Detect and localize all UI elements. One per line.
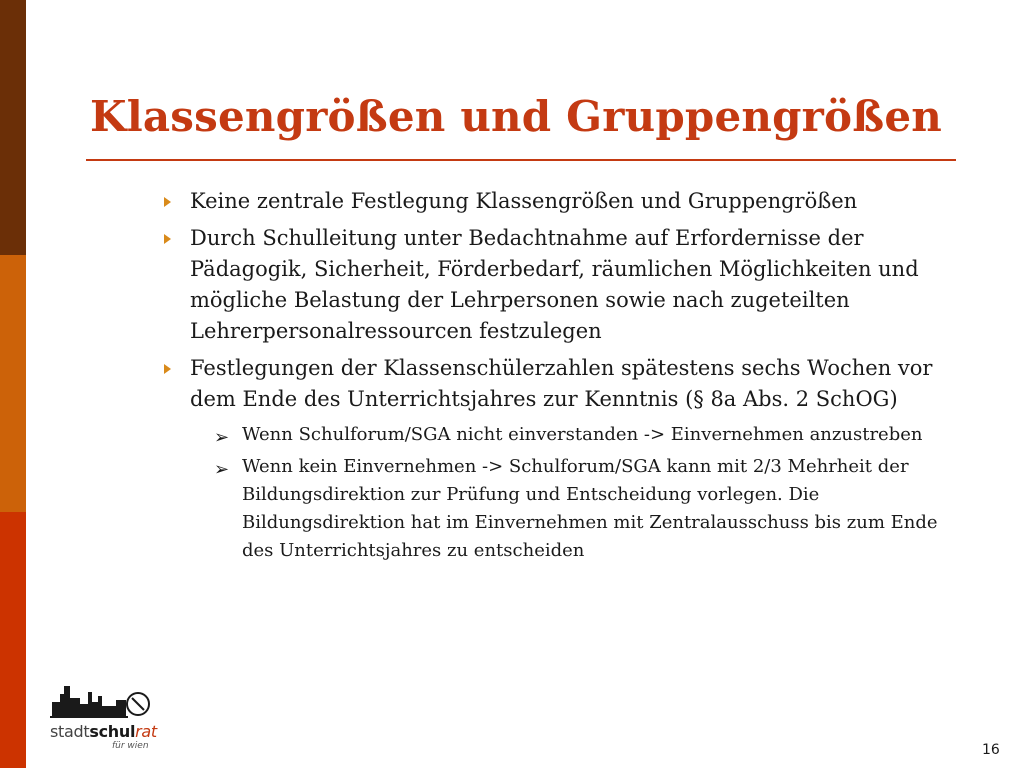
- bullet-arrow-icon: [164, 234, 171, 244]
- side-bar-bottom: [0, 512, 26, 768]
- sub-bullet-arrow-icon: ➢: [214, 427, 230, 448]
- bullet-item: [160, 353, 960, 415]
- slide-title: Klassengrößen und Gruppengrößen: [90, 92, 942, 141]
- sub-bullet-item: [160, 421, 960, 449]
- side-bar-top: [0, 0, 26, 255]
- sub-bullet-arrow-icon: ➢: [214, 459, 230, 480]
- title-underline: [86, 159, 956, 161]
- page-number: 16: [982, 742, 1000, 758]
- bullet-item: [160, 223, 960, 347]
- bullet-text: Festlegungen der Klassenschülerzahlen spätestens sechs Wochen vor dem Ende des Unterrichtsjahres zur Kenntnis (§ 8a Abs. 2 SchOG): [190, 356, 933, 411]
- logo-tagline: für wien: [112, 741, 149, 751]
- bullet-arrow-icon: [164, 197, 171, 207]
- bullet-item: [160, 186, 960, 217]
- logo-wordmark: stadtschulrat: [50, 722, 157, 741]
- sub-bullet-text: Wenn Schulforum/SGA nicht einverstanden -> Einvernehmen anzustreben: [242, 424, 923, 445]
- bullet-text: Durch Schulleitung unter Bedachtnahme auf Erfordernisse der Pädagogik, Sicherheit, Förderbedarf, räumlichen Möglichkeiten und mögliche Belastung der Lehrpersonen sowie nach zugeteilten Lehrerpersonalressourcen festzulegen: [190, 226, 919, 343]
- bullet-list: [160, 186, 960, 569]
- bullet-arrow-icon: [164, 364, 171, 374]
- side-bar-middle: [0, 255, 26, 512]
- bullet-text: Keine zentrale Festlegung Klassengrößen und Gruppengrößen: [190, 189, 858, 213]
- sub-bullet-text: Wenn kein Einvernehmen -> Schulforum/SGA kann mit 2/3 Mehrheit der Bildungsdirektion zur Prüfung und Entscheidung vorlegen. Die Bildungsdirektion hat im Einvernehmen mit Zentralausschuss bis zum Ende des Unterrichtsjahres zu entscheiden: [242, 456, 938, 561]
- sub-bullet-item: [160, 453, 960, 565]
